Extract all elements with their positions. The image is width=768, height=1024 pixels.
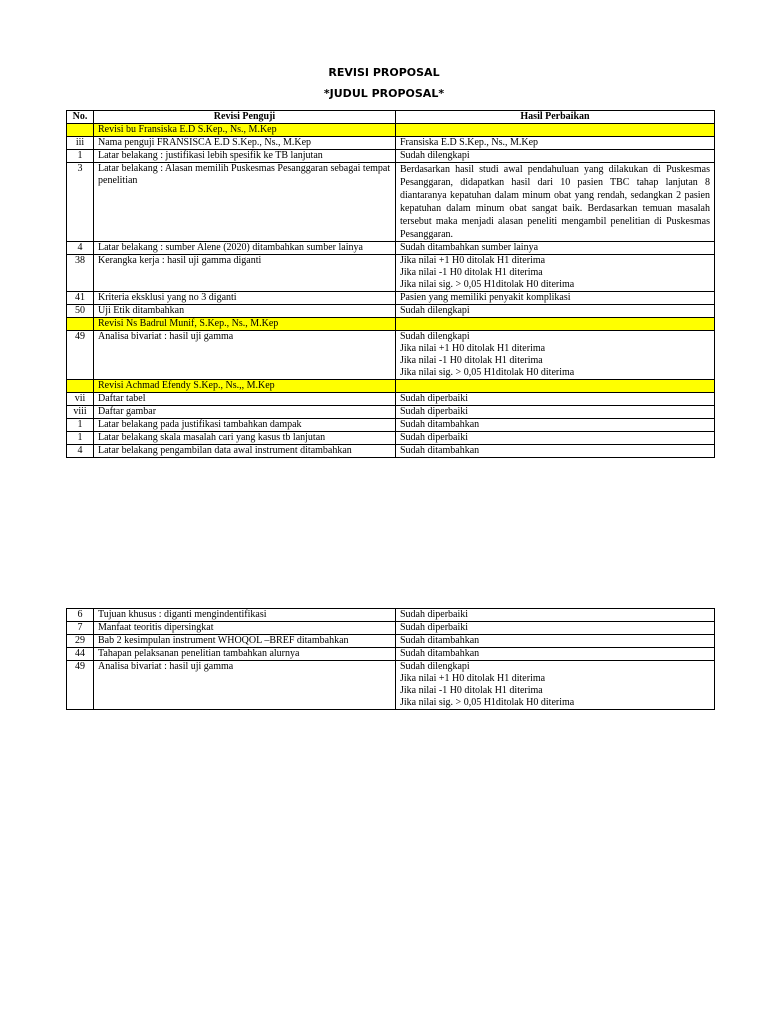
- table-row: [67, 331, 715, 380]
- row-result: [396, 163, 715, 242]
- result-line: Jika nilai +1 H0 ditolak H1 diterima: [400, 343, 546, 354]
- result-line: Sudah diperbaiki: [400, 393, 469, 404]
- table-row: [67, 661, 715, 710]
- table-header-row: [67, 111, 715, 124]
- row-revision: Daftar tabel: [94, 393, 396, 406]
- result-line: Jika nilai sig. > 0,05 H1ditolak H0 diterima: [400, 697, 575, 708]
- row-result: [396, 393, 715, 406]
- section-label: Revisi Ns Badrul Munif, S.Kep., Ns., M.Kep: [94, 318, 396, 331]
- section-result-cell: [396, 124, 715, 137]
- table-row: [67, 242, 715, 255]
- row-number: 29: [67, 635, 94, 648]
- table-row: [67, 255, 715, 292]
- row-result: [396, 305, 715, 318]
- row-number: 4: [67, 445, 94, 458]
- result-line: Sudah ditambahkan: [400, 445, 480, 456]
- table-row: [67, 393, 715, 406]
- row-revision: Kriteria eksklusi yang no 3 diganti: [94, 292, 396, 305]
- row-number: 1: [67, 419, 94, 432]
- result-line: Sudah ditambahkan: [400, 419, 480, 430]
- document-title: REVISI PROPOSAL: [328, 66, 440, 79]
- row-number: viii: [67, 406, 94, 419]
- header-no: No.: [67, 111, 94, 124]
- header-revision: Revisi Penguji: [94, 111, 396, 124]
- row-result: [396, 609, 715, 622]
- result-line: Jika nilai -1 H0 ditolak H1 diterima: [400, 685, 543, 696]
- section-result-cell: [396, 318, 715, 331]
- row-number: 6: [67, 609, 94, 622]
- section-label: Revisi Achmad Efendy S.Kep., Ns.,, M.Kep: [94, 380, 396, 393]
- row-number: 4: [67, 242, 94, 255]
- row-number: 1: [67, 150, 94, 163]
- result-line: Sudah ditambahkan sumber lainya: [400, 242, 539, 253]
- row-result: [396, 406, 715, 419]
- result-line: Jika nilai sig. > 0,05 H1ditolak H0 diterima: [400, 367, 575, 378]
- table-row: [67, 432, 715, 445]
- row-revision: Nama penguji FRANSISCA E.D S.Kep., Ns., M.Kep: [94, 137, 396, 150]
- result-line: Jika nilai +1 H0 ditolak H1 diterima: [400, 255, 546, 266]
- row-number: 49: [67, 331, 94, 380]
- table-row: [67, 305, 715, 318]
- row-revision: Kerangka kerja : hasil uji gamma diganti: [94, 255, 396, 292]
- row-number: 44: [67, 648, 94, 661]
- row-revision: Latar belakang : Alasan memilih Puskesmas Pesanggaran sebagai tempat penelitian: [94, 163, 396, 242]
- table-row: [67, 137, 715, 150]
- table-row: [67, 635, 715, 648]
- row-number: iii: [67, 137, 94, 150]
- result-line: Sudah dilengkapi: [400, 661, 470, 672]
- table-row: [67, 445, 715, 458]
- document-subtitle: *JUDUL PROPOSAL*: [323, 87, 445, 100]
- section-no-cell: [67, 380, 94, 393]
- section-no-cell: [67, 318, 94, 331]
- row-result: [396, 137, 715, 150]
- row-revision: Analisa bivariat : hasil uji gamma: [94, 661, 396, 710]
- row-result: [396, 292, 715, 305]
- result-line: Jika nilai -1 H0 ditolak H1 diterima: [400, 267, 543, 278]
- row-number: 3: [67, 163, 94, 242]
- result-line: Sudah diperbaiki: [400, 609, 469, 620]
- row-revision: Latar belakang pada justifikasi tambahkan dampak: [94, 419, 396, 432]
- section-result-cell: [396, 380, 715, 393]
- row-revision: Latar belakang : justifikasi lebih spesifik ke TB lanjutan: [94, 150, 396, 163]
- row-result: [396, 255, 715, 292]
- row-number: 7: [67, 622, 94, 635]
- result-line: Sudah dilengkapi: [400, 331, 470, 342]
- row-number: 1: [67, 432, 94, 445]
- result-line: Jika nilai sig. > 0,05 H1ditolak H0 diterima: [400, 279, 575, 290]
- row-result: [396, 648, 715, 661]
- row-revision: Daftar gambar: [94, 406, 396, 419]
- row-number: 50: [67, 305, 94, 318]
- row-result: [396, 622, 715, 635]
- section-row: [67, 124, 715, 137]
- revision-table-continued: [66, 608, 715, 710]
- row-result: [396, 635, 715, 648]
- result-line: Fransiska E.D S.Kep., Ns., M.Kep: [400, 137, 539, 148]
- row-number: 38: [67, 255, 94, 292]
- table-row: [67, 622, 715, 635]
- row-revision: Tujuan khusus : diganti mengindentifikasi: [94, 609, 396, 622]
- result-line: Sudah diperbaiki: [400, 432, 469, 443]
- row-revision: Latar belakang : sumber Alene (2020) ditambahkan sumber lainya: [94, 242, 396, 255]
- row-result: [396, 445, 715, 458]
- result-line: Sudah diperbaiki: [400, 406, 469, 417]
- section-row: [67, 380, 715, 393]
- table-row: [67, 163, 715, 242]
- row-revision: Analisa bivariat : hasil uji gamma: [94, 331, 396, 380]
- table-row: [67, 609, 715, 622]
- section-no-cell: [67, 124, 94, 137]
- section-label: Revisi bu Fransiska E.D S.Kep., Ns., M.Kep: [94, 124, 396, 137]
- table-row: [67, 292, 715, 305]
- result-line: Jika nilai +1 H0 ditolak H1 diterima: [400, 673, 546, 684]
- section-row: [67, 318, 715, 331]
- row-revision: Latar belakang skala masalah cari yang kasus tb lanjutan: [94, 432, 396, 445]
- table-row: [67, 419, 715, 432]
- row-result: [396, 331, 715, 380]
- row-revision: Tahapan pelaksanan penelitian tambahkan alurnya: [94, 648, 396, 661]
- result-line: Sudah dilengkapi: [400, 305, 470, 316]
- row-number: 41: [67, 292, 94, 305]
- row-revision: Latar belakang pengambilan data awal instrument ditambahkan: [94, 445, 396, 458]
- result-line: Jika nilai -1 H0 ditolak H1 diterima: [400, 355, 543, 366]
- table-row: [67, 150, 715, 163]
- row-result: [396, 432, 715, 445]
- result-line: Sudah diperbaiki: [400, 622, 469, 633]
- result-line: Sudah ditambahkan: [400, 635, 480, 646]
- header-result: Hasil Perbaikan: [396, 111, 715, 124]
- result-line: Sudah dilengkapi: [400, 150, 470, 161]
- table-row: [67, 406, 715, 419]
- row-revision: Manfaat teoritis dipersingkat: [94, 622, 396, 635]
- row-revision: Bab 2 kesimpulan instrument WHOQOL –BREF ditambahkan: [94, 635, 396, 648]
- row-number: 49: [67, 661, 94, 710]
- revision-table: [66, 110, 715, 458]
- table-row: [67, 648, 715, 661]
- row-number: vii: [67, 393, 94, 406]
- row-result: [396, 419, 715, 432]
- row-result: [396, 661, 715, 710]
- row-revision: Uji Etik ditambahkan: [94, 305, 396, 318]
- result-line: Berdasarkan hasil studi awal pendahuluan yang dilakukan di Puskesmas Pesanggaran, didapatkan hasil dari 10 pasien TBC tahap lanjutan 8 diantaranya kepatuhan dalam minum obat yang rendah, sedangkan 2 pasien kepatuhan dalam minum obat sangat baik. Berdasarkan temuan masalah tersebut maka menjadi alasan peneliti mengambil penelitian di Puskesmas Pesanggaran.: [400, 164, 710, 240]
- row-result: [396, 242, 715, 255]
- result-line: Pasien yang memiliki penyakit komplikasi: [400, 292, 571, 303]
- row-result: [396, 150, 715, 163]
- result-line: Sudah ditambahkan: [400, 648, 480, 659]
